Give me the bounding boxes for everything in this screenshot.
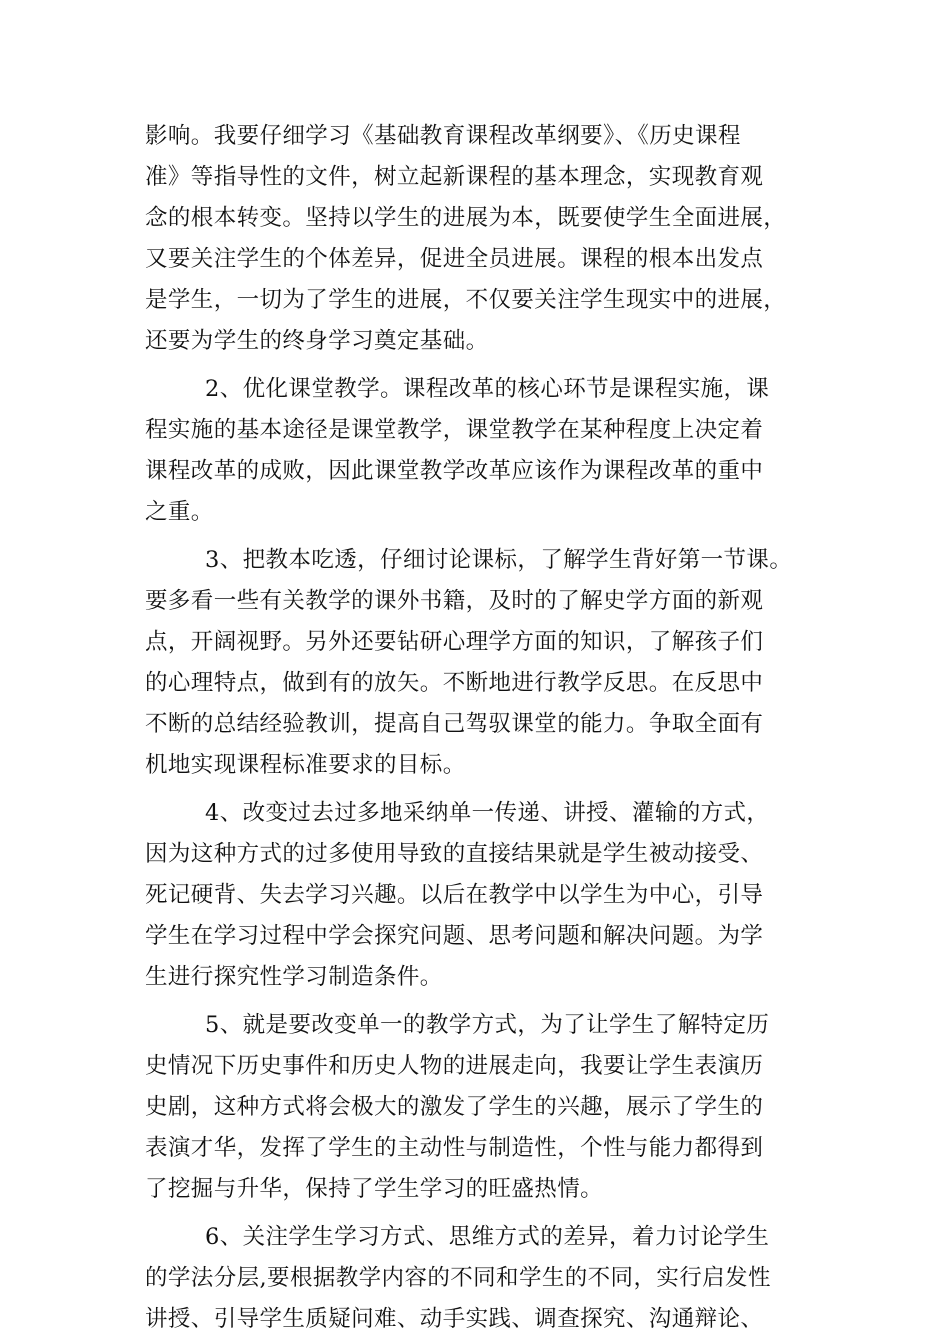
paragraph-2 [145,369,825,533]
text-line: 不断的总结经验教训，提高自己驾驭课堂的能力。争取全面有 [145,711,764,737]
text-line: 机地实现课程标准要求的目标。 [145,752,466,778]
text-line: 了挖掘与升华，保持了学生学习的旺盛热情。 [145,1176,604,1202]
paragraph-gap [145,362,825,369]
text-line: 4、改变过去过多地采纳单一传递、讲授、灌输的方式， [205,800,770,826]
text-line: 史情况下历史事件和历史人物的进展走向，我要让学生表演历 [145,1053,764,1079]
paragraph-gap [145,533,825,540]
document-body [145,116,825,1340]
paragraph-3 [145,540,825,786]
paragraph-gap [145,1210,825,1217]
text-line: 又要关注学生的个体差异，促进全员进展。课程的根本出发点 [145,246,764,272]
text-line: 因为这种方式的过多使用导致的直接结果就是学生被动接受、 [145,841,764,867]
text-line: 学生在学习过程中学会探究问题、思考问题和解决问题。为学 [145,923,764,949]
text-line: 讲授、引导学生质疑问难、动手实践、调查探究、沟通辩论、 [145,1306,764,1332]
text-line: 死记硬背、失去学习兴趣。以后在教学中以学生为中心，引导 [145,882,764,908]
text-line: 3、把教本吃透，仔细讨论课标，了解学生背好第一节课。 [205,547,793,573]
paragraph-1 [145,116,825,362]
paragraph-6 [145,1217,825,1340]
text-line: 的心理特点，做到有的放矢。不断地进行教学反思。在反思中 [145,670,764,696]
text-line: 2、优化课堂教学。课程改革的核心环节是课程实施，课 [205,376,770,402]
text-line: 的学法分层,要根据教学内容的不同和学生的不同，实行启发性 [145,1265,771,1291]
text-line: 准》等指导性的文件，树立起新课程的基本理念，实现教育观 [145,164,764,190]
paragraph-gap [145,786,825,793]
text-line: 影响。我要仔细学习《基础教育课程改革纲要》、《历史课程 [145,123,741,149]
paragraph-4 [145,793,825,998]
text-line: 还要为学生的终身学习奠定基础。 [145,328,489,354]
text-line: 6、关注学生学习方式、思维方式的差异，着力讨论学生 [205,1224,770,1250]
paragraph-gap [145,998,825,1005]
text-line: 点，开阔视野。另外还要钻研心理学方面的知识，了解孩子们 [145,629,764,655]
text-line: 是学生，一切为了学生的进展，不仅要关注学生现实中的进展， [145,287,787,313]
text-line: 念的根本转变。坚持以学生的进展为本，既要使学生全面进展， [145,205,787,231]
text-line: 表演才华，发挥了学生的主动性与制造性，个性与能力都得到 [145,1135,764,1161]
text-line: 5、就是要改变单一的教学方式，为了让学生了解特定历 [205,1012,770,1038]
text-line: 程实施的基本途径是课堂教学，课堂教学在某种程度上决定着 [145,417,764,443]
text-line: 史剧，这种方式将会极大的激发了学生的兴趣，展示了学生的 [145,1094,764,1120]
paragraph-5 [145,1005,825,1210]
text-line: 生进行探究性学习制造条件。 [145,964,443,990]
text-line: 课程改革的成败，因此课堂教学改革应该作为课程改革的重中 [145,458,764,484]
text-line: 要多看一些有关教学的课外书籍，及时的了解史学方面的新观 [145,588,764,614]
text-line: 之重。 [145,499,214,525]
